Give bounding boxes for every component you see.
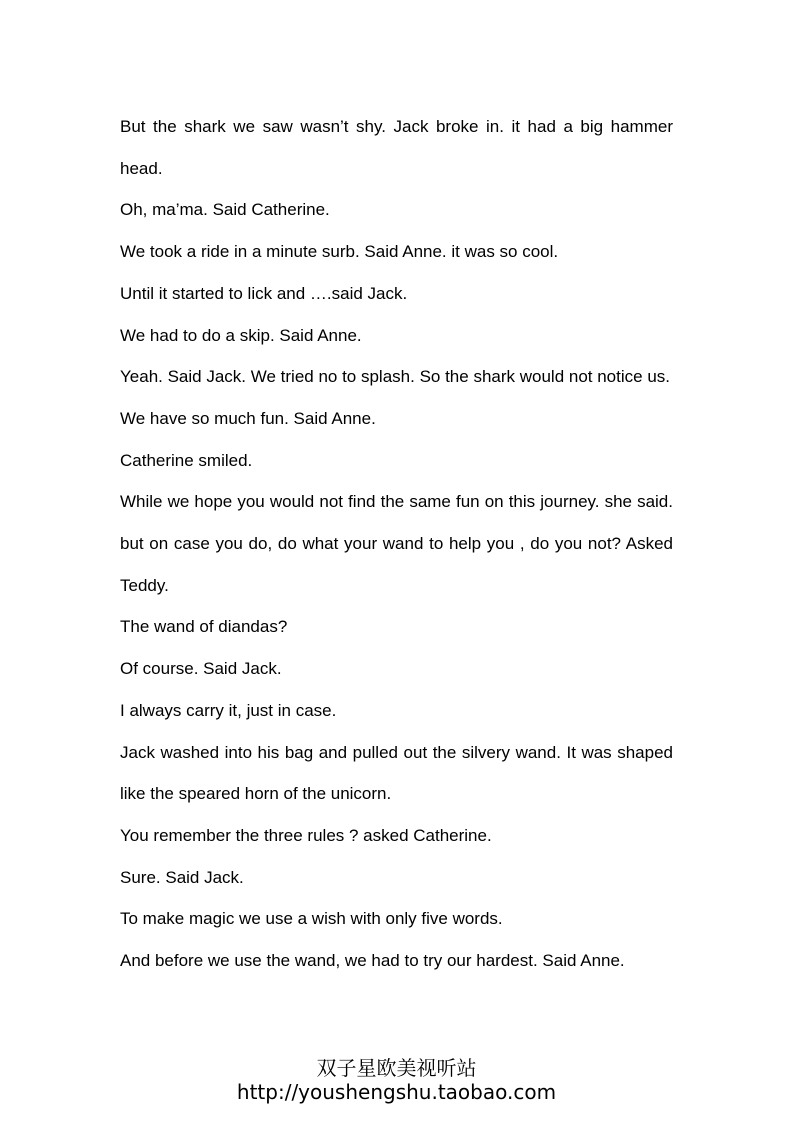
- paragraph: We had to do a skip. Said Anne.: [120, 325, 362, 345]
- paragraph: You remember the three rules ? asked Catherine.: [120, 825, 492, 845]
- paragraph: Sure. Said Jack.: [120, 867, 244, 887]
- paragraph: Of course. Said Jack.: [120, 659, 282, 679]
- paragraph: Jack washed into his bag and pulled out the silvery wand. It was shaped like the speared horn of the unicorn.: [120, 742, 673, 804]
- paragraph: The wand of diandas?: [120, 617, 288, 637]
- paragraph: And before we use the wand, we had to try our hardest. Said Anne.: [120, 951, 625, 971]
- paragraph: Yeah. Said Jack. We tried no to splash. So the shark would not notice us.: [120, 367, 670, 387]
- paragraph: While we hope you would not find the same fun on this journey. she said. but on case you do, do what your wand to help you , do you not? Asked Teddy.: [120, 492, 673, 595]
- paragraph: To make magic we use a wish with only five words.: [120, 909, 503, 929]
- paragraph: Until it started to lick and ….said Jack.: [120, 283, 408, 303]
- footer-shop-name: 双子星欧美视听站: [316, 1056, 477, 1080]
- document-body: [120, 106, 673, 982]
- paragraph: We have so much fun. Said Anne.: [120, 408, 376, 428]
- paragraph: We took a ride in a minute surb. Said Anne. it was so cool.: [120, 242, 559, 262]
- paragraph: Catherine smiled.: [120, 450, 253, 470]
- paragraph: I always carry it, just in case.: [120, 700, 337, 720]
- paragraph: Oh, ma’ma. Said Catherine.: [120, 200, 330, 220]
- footer-url: http://youshengshu.taobao.com: [236, 1080, 557, 1104]
- paragraph: But the shark we saw wasn’t shy. Jack broke in. it had a big hammer head.: [120, 117, 673, 178]
